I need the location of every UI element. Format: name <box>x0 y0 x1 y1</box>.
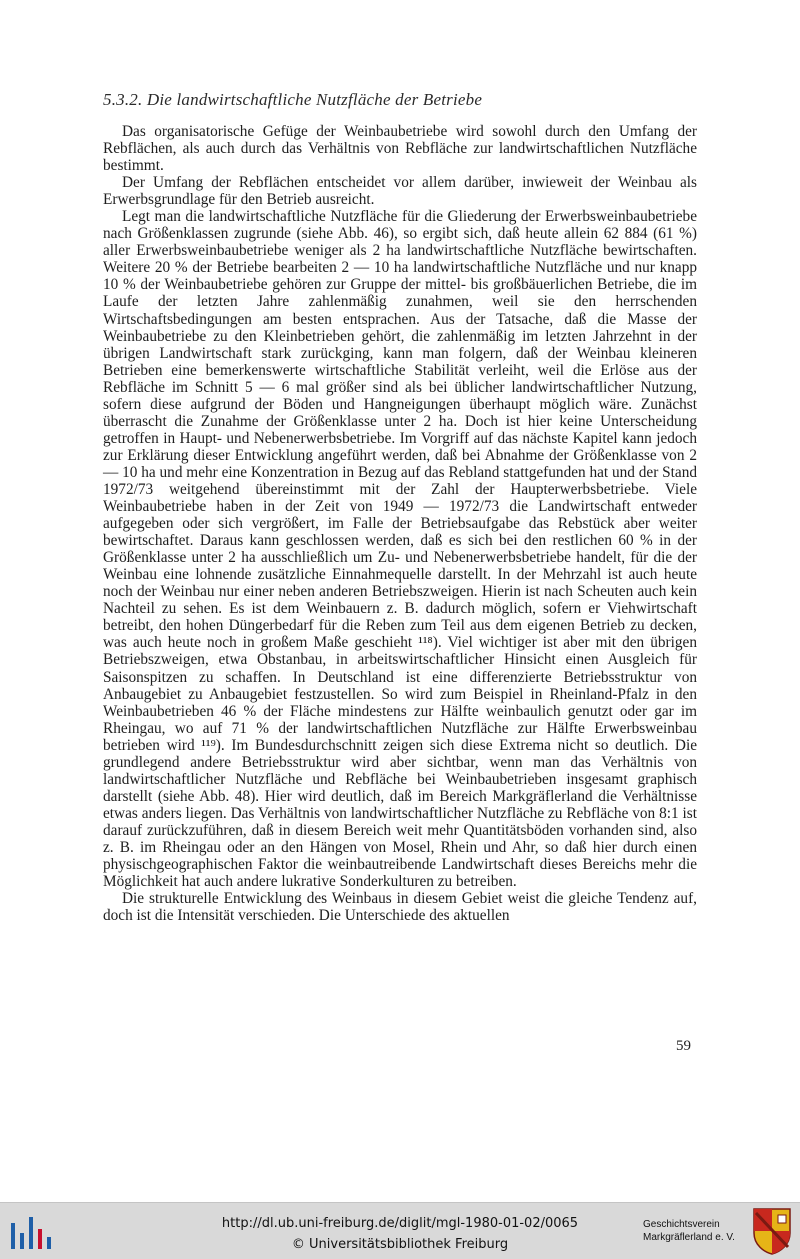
document-url-link[interactable]: http://dl.ub.uni-freiburg.de/diglit/mgl-1980-01-02/0065 <box>221 1216 579 1231</box>
society-name-line-1: Geschichtsverein <box>643 1219 720 1230</box>
copyright-text: © Universitätsbibliothek Freiburg <box>291 1237 509 1252</box>
paragraph-2: Der Umfang der Rebflächen entscheidet vor allem darüber, inwieweit der Weinbau als Erwerbsgrundlage für den Betrieb ausreicht. <box>103 174 697 209</box>
page-number: 59 <box>676 1038 691 1054</box>
paragraph-3: Legt man die landwirtschaftliche Nutzfläche für die Gliederung der Erwerbsweinbaubetriebe nach Größenklassen zugrunde (siehe Abb. 46), so ergibt sich, daß heute allein 62 884 (61 %) aller Erwerbsweinbaubetriebe weniger als 2 ha landwirtschaftliche Nutzfläche bewirtschaften. Weitere 20 % der Betriebe bearbeiten 2 — 10 ha landwirtschaftliche Nutzfläche und nur knapp 10 % der Weinbaubetriebe gehören zur Gruppe der mittel- bis großbäuerlichen Betriebe, die im Laufe der letzten Jahre zahlenmäßig zunahmen, weil sie den herrschenden Wirtschaftsbedingungen am besten entsprachen. Aus der Tatsache, daß die Masse der Weinbaubetriebe zu den Kleinbetrieben gehört, die zahlenmäßig im letzten Jahrzehnt in der übrigen Landwirtschaft stark zurückging, kann man folgern, daß der Weinbau kleineren Betrieben eine bemerkenswerte wirtschaftliche Stabilität verleiht, weil die Erlöse aus der Rebfläche im Schnitt 5 — 6 mal größer sind als bei üblicher landwirtschaftlicher Nutzung, sofern diese aufgrund der Böden und Hangneigungen überhaupt möglich wäre. Zunächst überrascht die Zunahme der Größenklasse unter 2 ha. Doch ist hier keine Unterscheidung getroffen in Haupt- und Nebenerwerbsbetriebe. Im Vorgriff auf das nächste Kapitel kann jedoch zur Erklärung dieser Entwicklung angeführt werden, daß bei Abnahme der Größenklasse von 2 — 10 ha und mehr eine Konzentration in Bezug auf das Rebland stattgefunden hat und der Stand 1972/73 weitgehend übereinstimmt mit der Zahl der Haupterwerbsbetriebe. Viele Weinbaubetriebe haben in der Zeit von 1949 — 1972/73 die Landwirtschaft entweder aufgegeben oder sich vergrößert, im Falle der Betriebsaufgabe das Rebstück aber weiter bewirtschaftet. Daraus kann geschlossen werden, daß es sich bei den restlichen 60 % in der Größenklasse unter 2 ha ausschließlich um Zu- und Nebenerwerbsbetriebe handelt, für die der Weinbau eine lohnende zusätzliche Einnahmequelle darstellt. In der Mehrzahl ist auch heute noch der Weinbau nur einer neben anderen Betriebszweigen. Hierin ist nach Scheuten auch kein Nachteil zu sehen. Es ist dem Weinbauern z. B. dadurch möglich, sofern er Viehwirtschaft betreibt, den hohen Düngerbedarf für die Reben zum Teil aus dem eigenen Betrieb zu decken, was auch heute noch in großem Maße geschieht ¹¹⁸). Viel wichtiger ist aber mit den übrigen Betriebszweigen, etwa Obstanbau, in arbeitswirtschaftlicher Hinsicht einen Ausgleich für Saisonspitzen zu schaffen. In Deutschland ist eine differenzierte Betriebsstruktur von Anbaugebiet zu Anbaugebiet festzustellen. So wird zum Beispiel in Rheinland-Pfalz in den Weinbaubetrieben 46 % der Fläche mindestens zur Hälfte weinbaulich genutzt oder gar im Rheingau, wo auf 71 % der landwirtschaftlichen Nutzfläche zur Hälfte Erwerbsweinbau betrieben wird ¹¹⁹). Im Bundesdurchschnitt zeigen sich diese Extrema nicht so deutlich. Die grundlegend andere Betriebsstruktur wird aber sichtbar, wenn man das Verhältnis von landwirtschaftlicher Nutzfläche und Rebfläche bei Weinbaubetrieben insgesamt graphisch darstellt (siehe Abb. 48). Hier wird deutlich, daß im Bereich Markgräflerland die Verhältnisse etwas anders liegen. Das Verhältnis von landwirtschaftlicher Nutzfläche zu Rebfläche von 8:1 ist darauf zurückzuführen, daß in diesem Bereich weit mehr Quantitätsböden vorhanden sind, also z. B. im Rheingau oder an den Hängen von Mosel, Rhein und Ahr, so daß hier durch einen physischgeographischen Faktor die weinbautreibende Landwirtschaft dieses Bereichs mehr die Möglichkeit hat auch andere lukrative Sonderkulturen zu betreiben. <box>103 208 697 891</box>
coat-of-arms-icon <box>752 1207 792 1255</box>
society-name-line-2: Markgräflerland e. V. <box>643 1232 735 1243</box>
body-text <box>103 123 697 924</box>
paragraph-4: Die strukturelle Entwicklung des Weinbaus in diesem Gebiet weist die gleiche Tendenz auf, doch ist die Intensität verschieden. Die Unterschiede des aktuellen <box>103 890 697 925</box>
viewer-footer <box>0 1202 800 1259</box>
society-name <box>643 1218 753 1244</box>
section-heading: 5.3.2. Die landwirtschaftliche Nutzfläche der Betriebe <box>103 90 483 109</box>
paragraph-1: Das organisatorische Gefüge der Weinbaubetriebe wird sowohl durch den Umfang der Rebflächen, als auch durch das Verhältnis von Rebfläche zur landwirtschaftlichen Nutzfläche bestimmt. <box>103 123 697 175</box>
